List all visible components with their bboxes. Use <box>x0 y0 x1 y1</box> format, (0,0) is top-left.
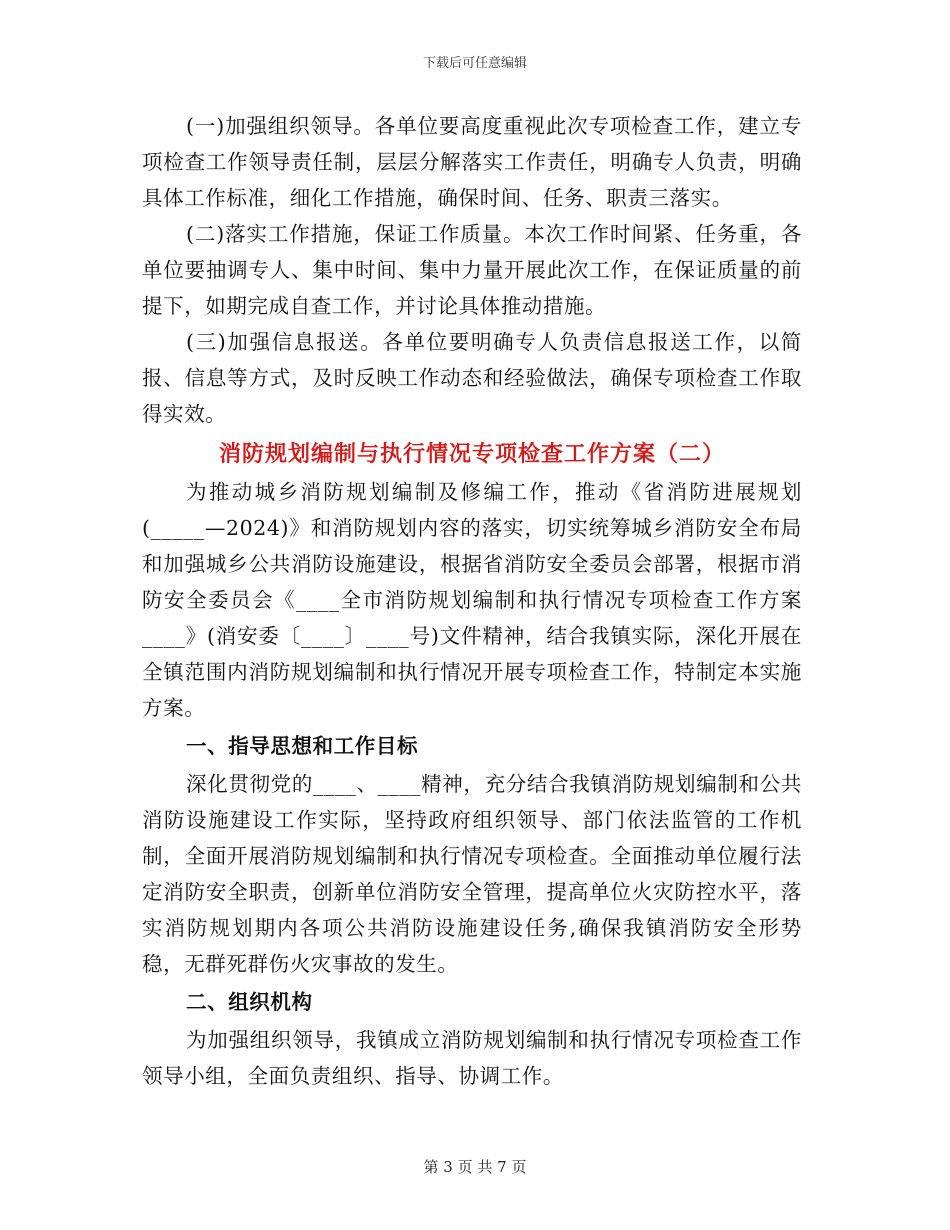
document-body <box>142 108 802 1094</box>
paragraph-introduction: 为推动城乡消防规划编制及修编工作，推动《省消防进展规划(_____—2024)》和消防规划内容的落实，切实统筹城乡消防安全布局和加强城乡公共消防设施建设，根据省消防安全委员会部署，根据市消防安全委员会《____全市消防规划编制和执行情况专项检查工作方案____》(消安委〔____〕____号)文件精神，结合我镇实际，深化开展在全镇范围内消防规划编制和执行情况开展专项检查工作，特制定本实施方案。 <box>142 480 802 720</box>
page-number: 第 3 页 共 7 页 <box>423 1158 527 1176</box>
page-header-note: 下载后可任意编辑 <box>422 56 527 71</box>
paragraph-guiding-thought: 深化贯彻党的____、____精神，充分结合我镇消防规划编制和公共消防设施建设工作实际，坚持政府组织领导、部门依法监管的工作机制，全面开展消防规划编制和执行情况专项检查。全面推动单位履行法定消防安全职责，创新单位消防安全管理，提高单位火灾防控水平，落实消防规划期内各项公共消防设施建设任务,确保我镇消防安全形势稳，无群死群伤火灾事故的发生。 <box>142 772 802 976</box>
paragraph-information-reporting: (三)加强信息报送。各单位要明确专人负责信息报送工作，以简报、信息等方式，及时反映工作动态和经验做法，确保专项检查工作取得实效。 <box>142 330 802 426</box>
section-heading-guiding-thought: 一、指导思想和工作目标 <box>186 734 419 758</box>
section-heading-organization: 二、组织机构 <box>186 990 313 1014</box>
document-title: 消防规划编制与执行情况专项检查工作方案（二） <box>218 441 725 467</box>
paragraph-strengthen-leadership: (一)加强组织领导。各单位要高度重视此次专项检查工作，建立专项检查工作领导责任制，层层分解落实工作责任，明确专人负责，明确具体工作标准，细化工作措施，确保时间、任务、职责三落实。 <box>142 114 802 210</box>
paragraph-organization: 为加强组织领导，我镇成立消防规划编制和执行情况专项检查工作领导小组，全面负责组织、指导、协调工作。 <box>142 1028 802 1088</box>
paragraph-implement-measures: (二)落实工作措施，保证工作质量。本次工作时间紧、任务重，各单位要抽调专人、集中时间、集中力量开展此次工作，在保证质量的前提下，如期完成自查工作，并讨论具体推动措施。 <box>142 222 802 318</box>
